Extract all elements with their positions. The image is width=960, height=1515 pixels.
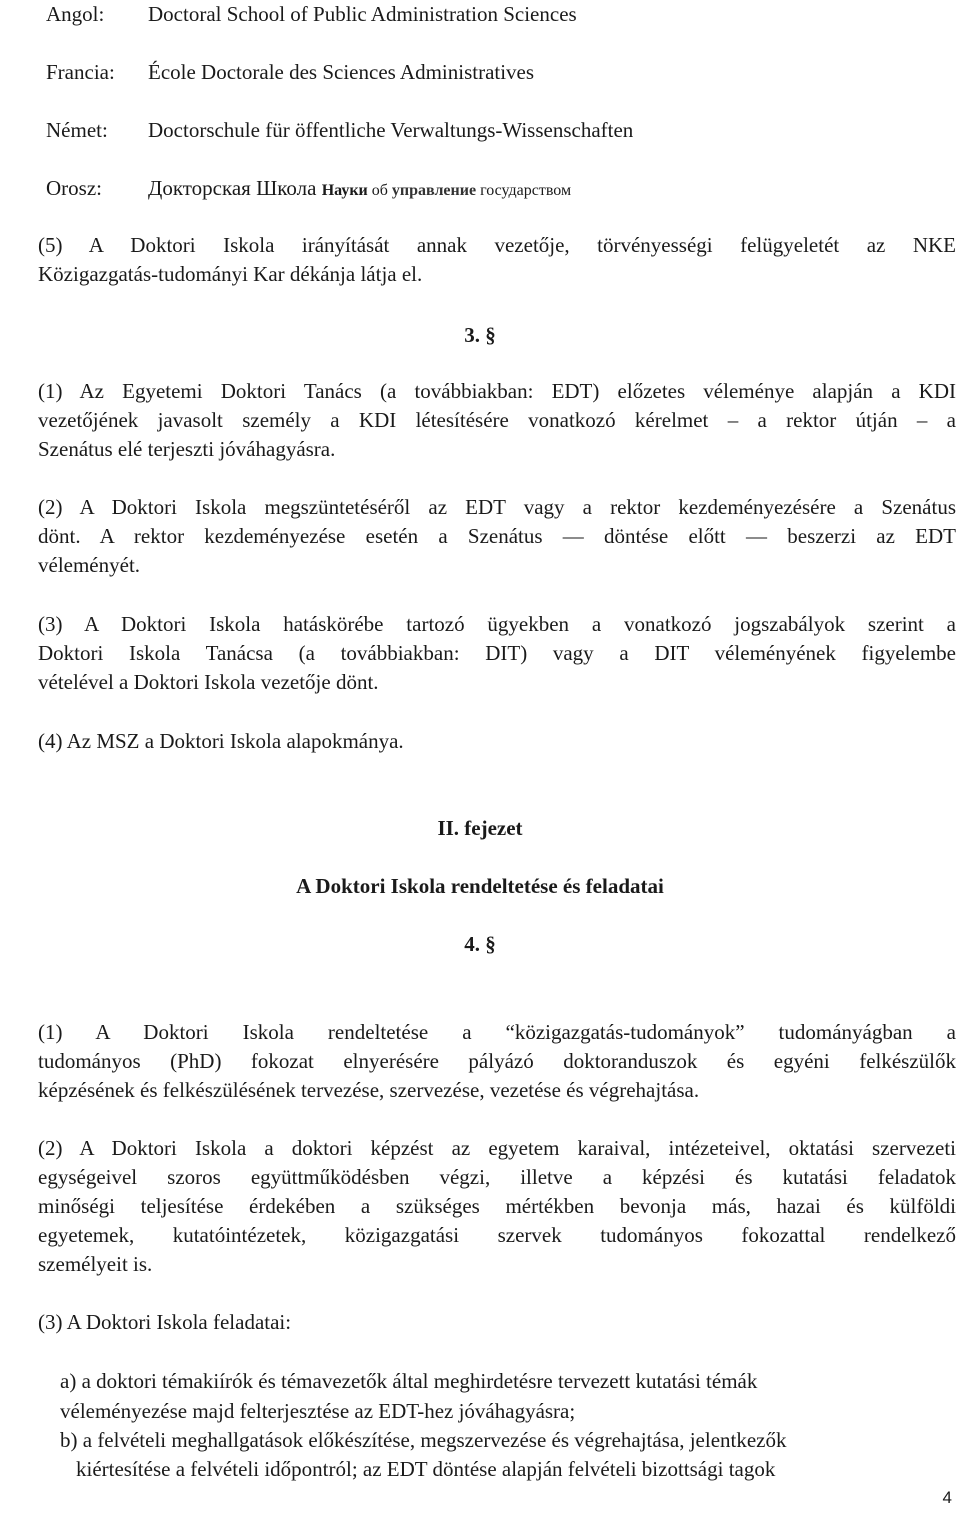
section-4-paragraph-2 <box>38 1134 956 1279</box>
paragraph-line: tudományos (PhD) fokozat elnyerésére pályázó doktoranduszok és egyéni felkészülők <box>38 1049 956 1073</box>
russian-part-e: государством <box>476 182 572 199</box>
paragraph-line: személyeit is. <box>38 1252 153 1276</box>
paragraph-line: egyetemek, kutatóintézetek, közigazgatási szervek tudományos fokozattal rendelkező <box>38 1223 956 1247</box>
section-3-paragraph-2 <box>38 493 956 580</box>
section-number: 3. <box>464 323 480 347</box>
russian-part-c: об <box>367 182 392 199</box>
lang-label-russian: Orosz: <box>46 176 102 200</box>
paragraph-line: véleményét. <box>38 553 141 577</box>
paragraph-5 <box>38 231 956 289</box>
paragraph-line: (1) A Doktori Iskola rendeltetése a “közigazgatás-tudományok” tudományágban a <box>38 1020 956 1044</box>
russian-part-d: управление <box>391 182 477 199</box>
paragraph-line: (2) A Doktori Iskola megszüntetéséről az EDT vagy a rektor kezdeményezésére a Szenátus <box>38 495 956 519</box>
paragraph-line: Szenátus elé terjeszti jóváhagyásra. <box>38 437 336 461</box>
list-item-a-line2: véleményezése majd felterjesztése az EDT-hez jóváhagyásra; <box>60 1399 576 1423</box>
lang-label-english: Angol: <box>46 2 105 26</box>
paragraph-line: vezetőjének javasolt személy a KDI létesítésére vonatkozó kérelmet – a rektor útján – a <box>38 408 956 432</box>
russian-part-a: Докторская Школа <box>148 176 322 200</box>
list-item-b-line1: b) a felvételi meghallgatások előkészítése, megszervezése és végrehajtása, jelentkezők <box>60 1428 787 1452</box>
lang-value-french: École Doctorale des Sciences Administratives <box>148 60 535 84</box>
paragraph-line: képzésének és felkészülésének tervezése, szervezése, vezetése és végrehajtása. <box>38 1078 700 1102</box>
paragraph-line: (1) Az Egyetemi Doktori Tanács (a továbbiakban: EDT) előzetes véleménye alapján a KDI <box>38 379 956 403</box>
paragraph-line: egységeivel szoros együttműködésben végzi, illetve a képzési és kutatási feladatok <box>38 1165 956 1189</box>
section-3-paragraph-3 <box>38 610 956 697</box>
paragraph-line: (2) A Doktori Iskola a doktori képzést az egyetem karaival, intézeteivel, oktatási szervezeti <box>38 1136 956 1160</box>
section-4-paragraph-1 <box>38 1018 956 1105</box>
paragraph-line: vételével a Doktori Iskola vezetője dönt. <box>38 670 379 694</box>
paragraph-line: (5) A Doktori Iskola irányítását annak vezetője, törvényességi felügyeletét az NKE <box>38 233 956 257</box>
section-sign: § <box>485 323 496 347</box>
page-number: 4 <box>942 1488 952 1507</box>
section-3-heading <box>0 321 960 349</box>
lang-label-german: Német: <box>46 118 108 142</box>
chapter-subtitle: A Doktori Iskola rendeltetése és feladatai <box>296 874 664 898</box>
paragraph-line: minőségi teljesítése érdekében a szükséges mértékben bevonja más, hazai és külföldi <box>38 1194 956 1218</box>
paragraph-line: dönt. A rektor kezdeményezése esetén a Szenátus ― döntése előtt ― beszerzi az EDT <box>38 524 956 548</box>
section-number: 4. <box>464 932 480 956</box>
lang-label-french: Francia: <box>46 60 115 84</box>
chapter-title: II. fejezet <box>437 816 523 840</box>
section-4-paragraph-3: (3) A Doktori Iskola feladatai: <box>38 1310 292 1334</box>
lang-value-german: Doctorschule für öffentliche Verwaltungs-Wissenschaften <box>148 118 634 142</box>
section-3-paragraph-4: (4) Az MSZ a Doktori Iskola alapokmánya. <box>38 729 404 753</box>
paragraph-line: (3) A Doktori Iskola hatáskörébe tartozó ügyekben a vonatkozó jogszabályok szerint a <box>38 612 956 636</box>
section-3-paragraph-1 <box>38 377 956 464</box>
paragraph-line: Közigazgatás-tudományi Kar dékánja látja el. <box>38 262 423 286</box>
list-item-a-line1: a) a doktori témakiírók és témavezetők által meghirdetésre tervezett kutatási témák <box>60 1369 758 1393</box>
lang-value-russian <box>148 174 571 205</box>
section-4-heading <box>0 930 960 958</box>
russian-part-b: Науки <box>321 182 368 199</box>
lang-value-english: Doctoral School of Public Administration Sciences <box>148 2 577 26</box>
section-sign: § <box>485 932 496 956</box>
paragraph-line: Doktori Iskola Tanácsa (a továbbiakban: DIT) vagy a DIT véleményének figyelembe <box>38 641 956 665</box>
list-item-b-line2: kiértesítése a felvételi időpontról; az EDT döntése alapján felvételi bizottsági tagok <box>76 1457 776 1481</box>
